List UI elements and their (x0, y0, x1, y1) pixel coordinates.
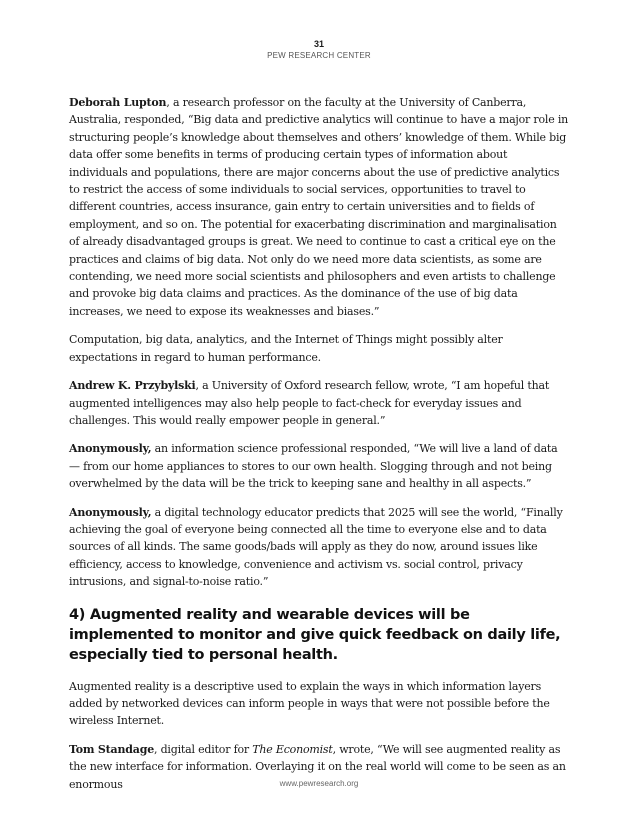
speaker-name: Deborah Lupton (69, 96, 167, 109)
paragraph-text: an information science professional responded, “We will live a land of data — from our home appliances to stores to our own health. Slogging through and not being overwhelmed by the data will be the trick to keeping sane and healthy in all aspects.” (69, 442, 558, 491)
paragraph-text: Augmented reality is a descriptive used to explain the ways in which information layers added by networked devices can inform people in ways that were not possible before the wireless Internet. (69, 679, 550, 728)
paragraph-text: , digital editor for (154, 742, 253, 756)
paragraph-anonymous-2 (69, 504, 569, 591)
paragraph-text: , a research professor on the faculty at the University of Canberra, Australia, responded, “Big data and predictive analytics will continue to have a major role in structuring people’s knowledge about themselves and others’ knowledge of them. While big data offer some benefits in terms of producing certain types of information about individuals and populations, there are major concerns about the use of predictive analytics to restrict the access of some individuals to social services, opportunities to travel to different countries, access insurance, gain entry to certain universities and to fields of employment, and so on. The potential for exacerbating discrimination and marginalisation of already disadvantaged groups is great. We need to continue to cast a critical eye on the practices and claims of big data. Not only do we need more data scientists, as some are contending, we need more social scientists and philosophers and even artists to challenge and provoke big data claims and practices. As the dominance of the use of big data increases, we need to expose its weaknesses and biases.” (69, 96, 569, 318)
paragraph-computation (69, 331, 569, 366)
speaker-name: Anonymously, (69, 442, 152, 456)
speaker-name: Tom Standage (69, 742, 154, 756)
paragraph-anonymous-1 (69, 440, 569, 492)
page-number: 31 (313, 39, 324, 49)
paragraph-przybylski (69, 377, 569, 429)
document-body (69, 94, 569, 804)
paragraph-lupton (69, 94, 569, 320)
speaker-name: Andrew K. Przybylski (69, 379, 196, 393)
publication-title: The Economist (252, 742, 333, 756)
org-name: PEW RESEARCH CENTER (267, 51, 371, 60)
paragraph-text: Computation, big data, analytics, and the Internet of Things might possibly alter expectations in regard to human performance. (69, 333, 503, 364)
footer-url: www.pewresearch.org (279, 779, 359, 788)
paragraph-text: , a University of Oxford research fellow, wrote, “I am hopeful that augmented intelligences may also help people to fact-check for everyday issues and challenges. This would really empower people in general.” (69, 379, 550, 427)
section-heading: 4) Augmented reality and wearable devices will be implemented to monitor and give quick feedback on daily life, especially tied to personal health. (69, 606, 561, 663)
paragraph-text: , wrote, “We will see augmented reality as the new interface for information. Overlaying it on the real world will come to be seen as an enormous (69, 742, 566, 791)
page-footer (0, 779, 638, 788)
speaker-name: Anonymously, (69, 505, 152, 519)
paragraph-augmented-reality (69, 678, 569, 730)
page-header (0, 38, 638, 62)
paragraph-text: a digital technology educator predicts that 2025 will see the world, “Finally achieving the goal of everyone being connected all the time to everyone else and to data sources of all kinds. The same goods/bads will apply as they do now, around issues like efficiency, access to knowledge, convenience and activism vs. social control, privacy intrusions, and signal-to-noise ratio.” (69, 505, 563, 589)
